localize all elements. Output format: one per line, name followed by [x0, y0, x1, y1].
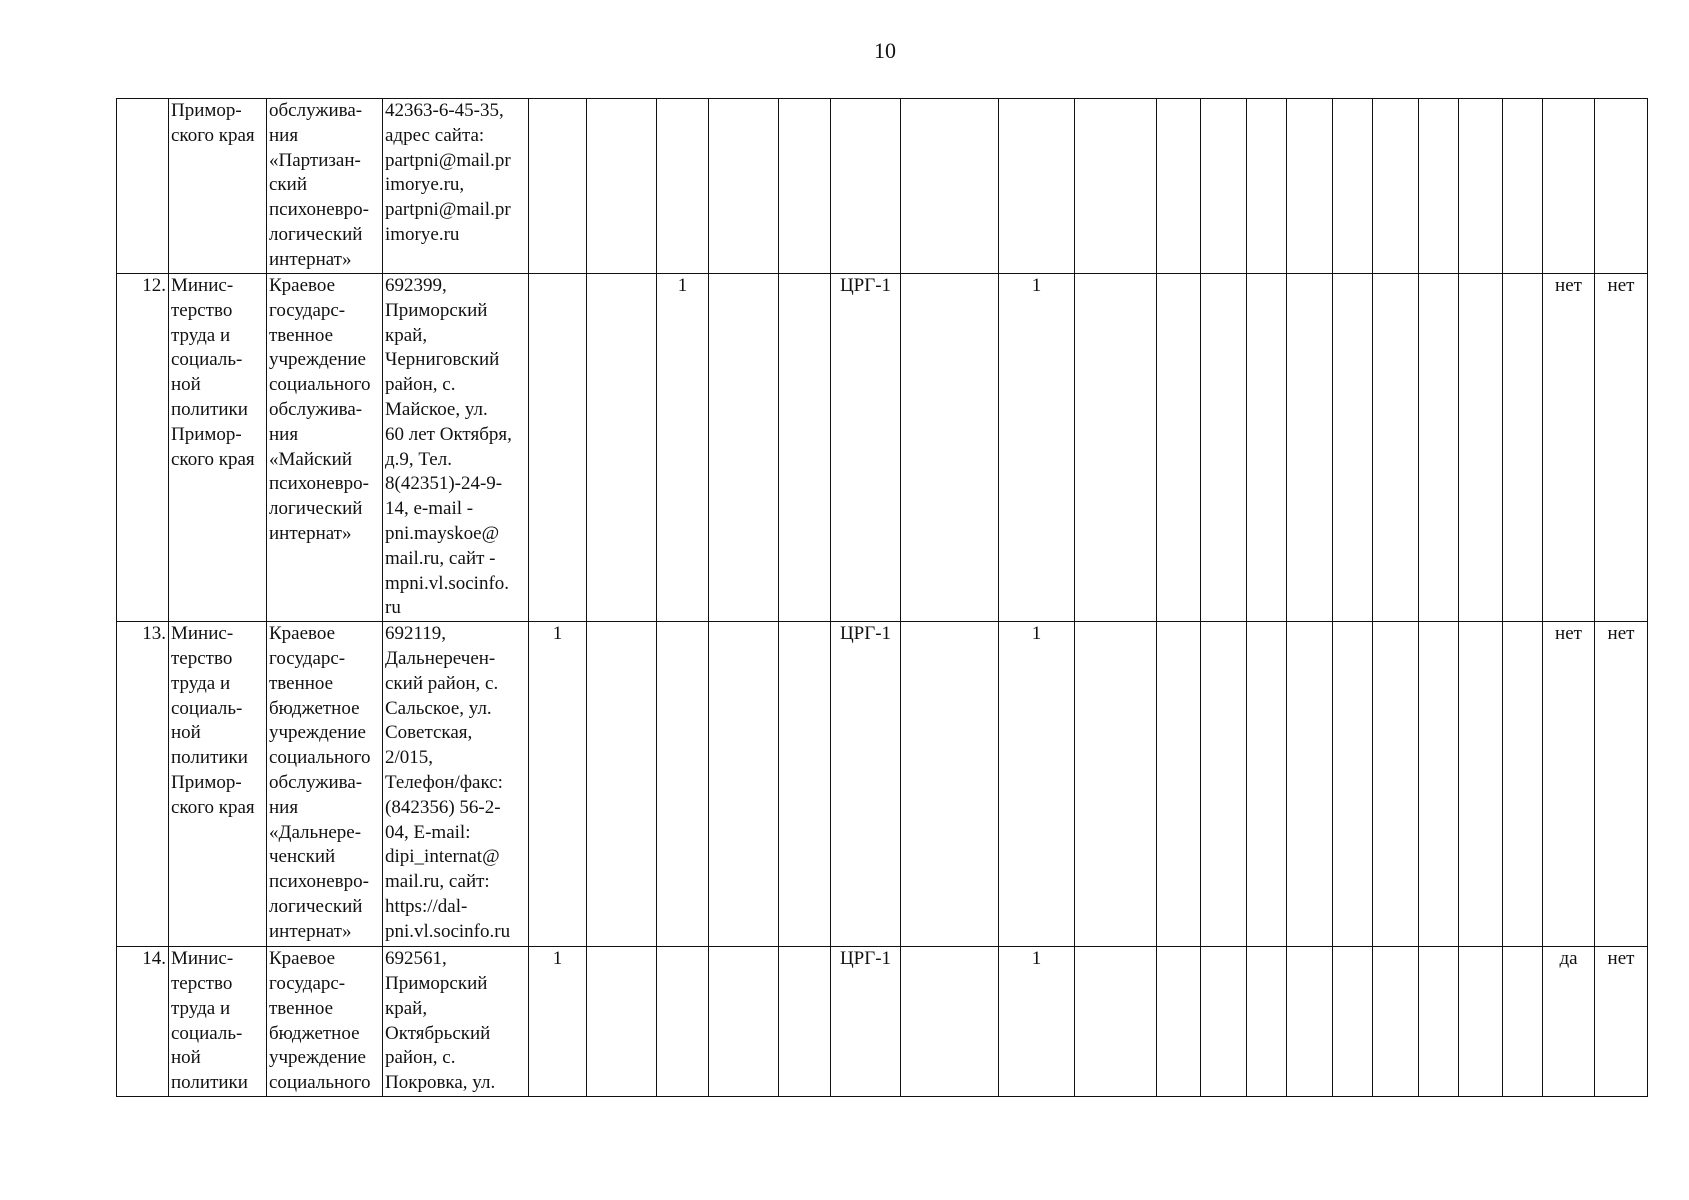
cell-col-23: нет — [1543, 622, 1595, 947]
cell-col-9 — [779, 99, 831, 274]
cell-col-20 — [1419, 622, 1459, 947]
cell-col-10 — [831, 99, 901, 274]
cell-col-15 — [1201, 99, 1247, 274]
table-row — [117, 99, 1648, 274]
row-number-cell — [117, 99, 169, 274]
cell-col-14 — [1157, 947, 1201, 1097]
cell-col-10: ЦРГ-1 — [831, 274, 901, 622]
cell-col-20 — [1419, 947, 1459, 1097]
cell-col-18 — [1333, 274, 1373, 622]
cell-col-5: 1 — [529, 622, 587, 947]
cell-col-6 — [587, 622, 657, 947]
cell-col-20 — [1419, 274, 1459, 622]
cell-col-22 — [1503, 622, 1543, 947]
cell-col-9 — [779, 947, 831, 1097]
ministry-cell: Минис- терство труда и социаль- ной политики — [169, 947, 267, 1097]
address-cell: 42363-6-45-35, адрес сайта: partpni@mail.pr imorye.ru, partpni@mail.pr imorye.ru — [383, 99, 529, 274]
row-number-cell: 13. — [117, 622, 169, 947]
cell-col-16 — [1247, 99, 1287, 274]
cell-col-15 — [1201, 622, 1247, 947]
ministry-cell: Минис- терство труда и социаль- ной политики Примор- ского края — [169, 622, 267, 947]
cell-col-24 — [1595, 99, 1648, 274]
cell-col-11 — [901, 622, 999, 947]
cell-col-9 — [779, 274, 831, 622]
cell-col-16 — [1247, 274, 1287, 622]
cell-col-17 — [1287, 622, 1333, 947]
address-cell: 692561, Приморский край, Октябрьский район, с. Покровка, ул. — [383, 947, 529, 1097]
cell-col-8 — [709, 622, 779, 947]
cell-col-7 — [657, 947, 709, 1097]
cell-col-14 — [1157, 274, 1201, 622]
cell-col-10: ЦРГ-1 — [831, 947, 901, 1097]
cell-col-19 — [1373, 622, 1419, 947]
cell-col-23: да — [1543, 947, 1595, 1097]
cell-col-21 — [1459, 274, 1503, 622]
institution-name-cell: Краевое государс- твенное бюджетное учреждение социального — [267, 947, 383, 1097]
cell-col-9 — [779, 622, 831, 947]
cell-col-6 — [587, 274, 657, 622]
cell-col-21 — [1459, 622, 1503, 947]
cell-col-13 — [1075, 622, 1157, 947]
cell-col-7 — [657, 622, 709, 947]
cell-col-22 — [1503, 947, 1543, 1097]
cell-col-12: 1 — [999, 622, 1075, 947]
cell-col-5 — [529, 99, 587, 274]
table-row — [117, 622, 1648, 947]
cell-col-13 — [1075, 947, 1157, 1097]
cell-col-18 — [1333, 99, 1373, 274]
facilities-table — [116, 98, 1648, 1097]
row-number-cell: 12. — [117, 274, 169, 622]
cell-col-15 — [1201, 947, 1247, 1097]
cell-col-7 — [657, 99, 709, 274]
cell-col-19 — [1373, 99, 1419, 274]
address-cell: 692119, Дальнеречен- ский район, с. Сальское, ул. Советская, 2/015, Телефон/факс: (842356) 56-2- 04, E-mail: dipi_internat@ mail.ru, сайт: https://dal- pni.vl.socinfo.ru — [383, 622, 529, 947]
cell-col-11 — [901, 99, 999, 274]
cell-col-19 — [1373, 947, 1419, 1097]
cell-col-14 — [1157, 622, 1201, 947]
cell-col-10: ЦРГ-1 — [831, 622, 901, 947]
cell-col-6 — [587, 99, 657, 274]
cell-col-16 — [1247, 947, 1287, 1097]
cell-col-19 — [1373, 274, 1419, 622]
cell-col-21 — [1459, 947, 1503, 1097]
cell-col-11 — [901, 274, 999, 622]
page-number: 10 — [874, 38, 896, 63]
cell-col-8 — [709, 947, 779, 1097]
cell-col-8 — [709, 274, 779, 622]
table-row — [117, 947, 1648, 1097]
address-cell: 692399, Приморский край, Черниговский район, с. Майское, ул. 60 лет Октября, д.9, Тел. 8(42351)-24-9- 14, e-mail - pni.mayskoe@ mail.ru, сайт - mpni.vl.socinfo. ru — [383, 274, 529, 622]
cell-col-20 — [1419, 99, 1459, 274]
cell-col-13 — [1075, 274, 1157, 622]
cell-col-17 — [1287, 99, 1333, 274]
cell-col-17 — [1287, 947, 1333, 1097]
row-number-cell: 14. — [117, 947, 169, 1097]
table-row — [117, 274, 1648, 622]
cell-col-12 — [999, 99, 1075, 274]
cell-col-13 — [1075, 99, 1157, 274]
ministry-cell: Минис- терство труда и социаль- ной политики Примор- ского края — [169, 274, 267, 622]
institution-name-cell: Краевое государс- твенное бюджетное учреждение социального обслужива- ния «Дальнере- ченский психоневро- логический интернат» — [267, 622, 383, 947]
cell-col-18 — [1333, 947, 1373, 1097]
cell-col-11 — [901, 947, 999, 1097]
cell-col-12: 1 — [999, 274, 1075, 622]
cell-col-8 — [709, 99, 779, 274]
institution-name-cell: Краевое государс- твенное учреждение социального обслужива- ния «Майский психоневро- логический интернат» — [267, 274, 383, 622]
cell-col-22 — [1503, 99, 1543, 274]
cell-col-15 — [1201, 274, 1247, 622]
cell-col-12: 1 — [999, 947, 1075, 1097]
cell-col-23: нет — [1543, 274, 1595, 622]
cell-col-14 — [1157, 99, 1201, 274]
cell-col-22 — [1503, 274, 1543, 622]
cell-col-5 — [529, 274, 587, 622]
cell-col-5: 1 — [529, 947, 587, 1097]
cell-col-17 — [1287, 274, 1333, 622]
ministry-cell: Примор- ского края — [169, 99, 267, 274]
cell-col-24: нет — [1595, 622, 1648, 947]
cell-col-6 — [587, 947, 657, 1097]
cell-col-21 — [1459, 99, 1503, 274]
cell-col-24: нет — [1595, 274, 1648, 622]
cell-col-24: нет — [1595, 947, 1648, 1097]
institution-name-cell: обслужива- ния «Партизан- ский психоневро- логический интернат» — [267, 99, 383, 274]
cell-col-18 — [1333, 622, 1373, 947]
cell-col-23 — [1543, 99, 1595, 274]
cell-col-7: 1 — [657, 274, 709, 622]
cell-col-16 — [1247, 622, 1287, 947]
